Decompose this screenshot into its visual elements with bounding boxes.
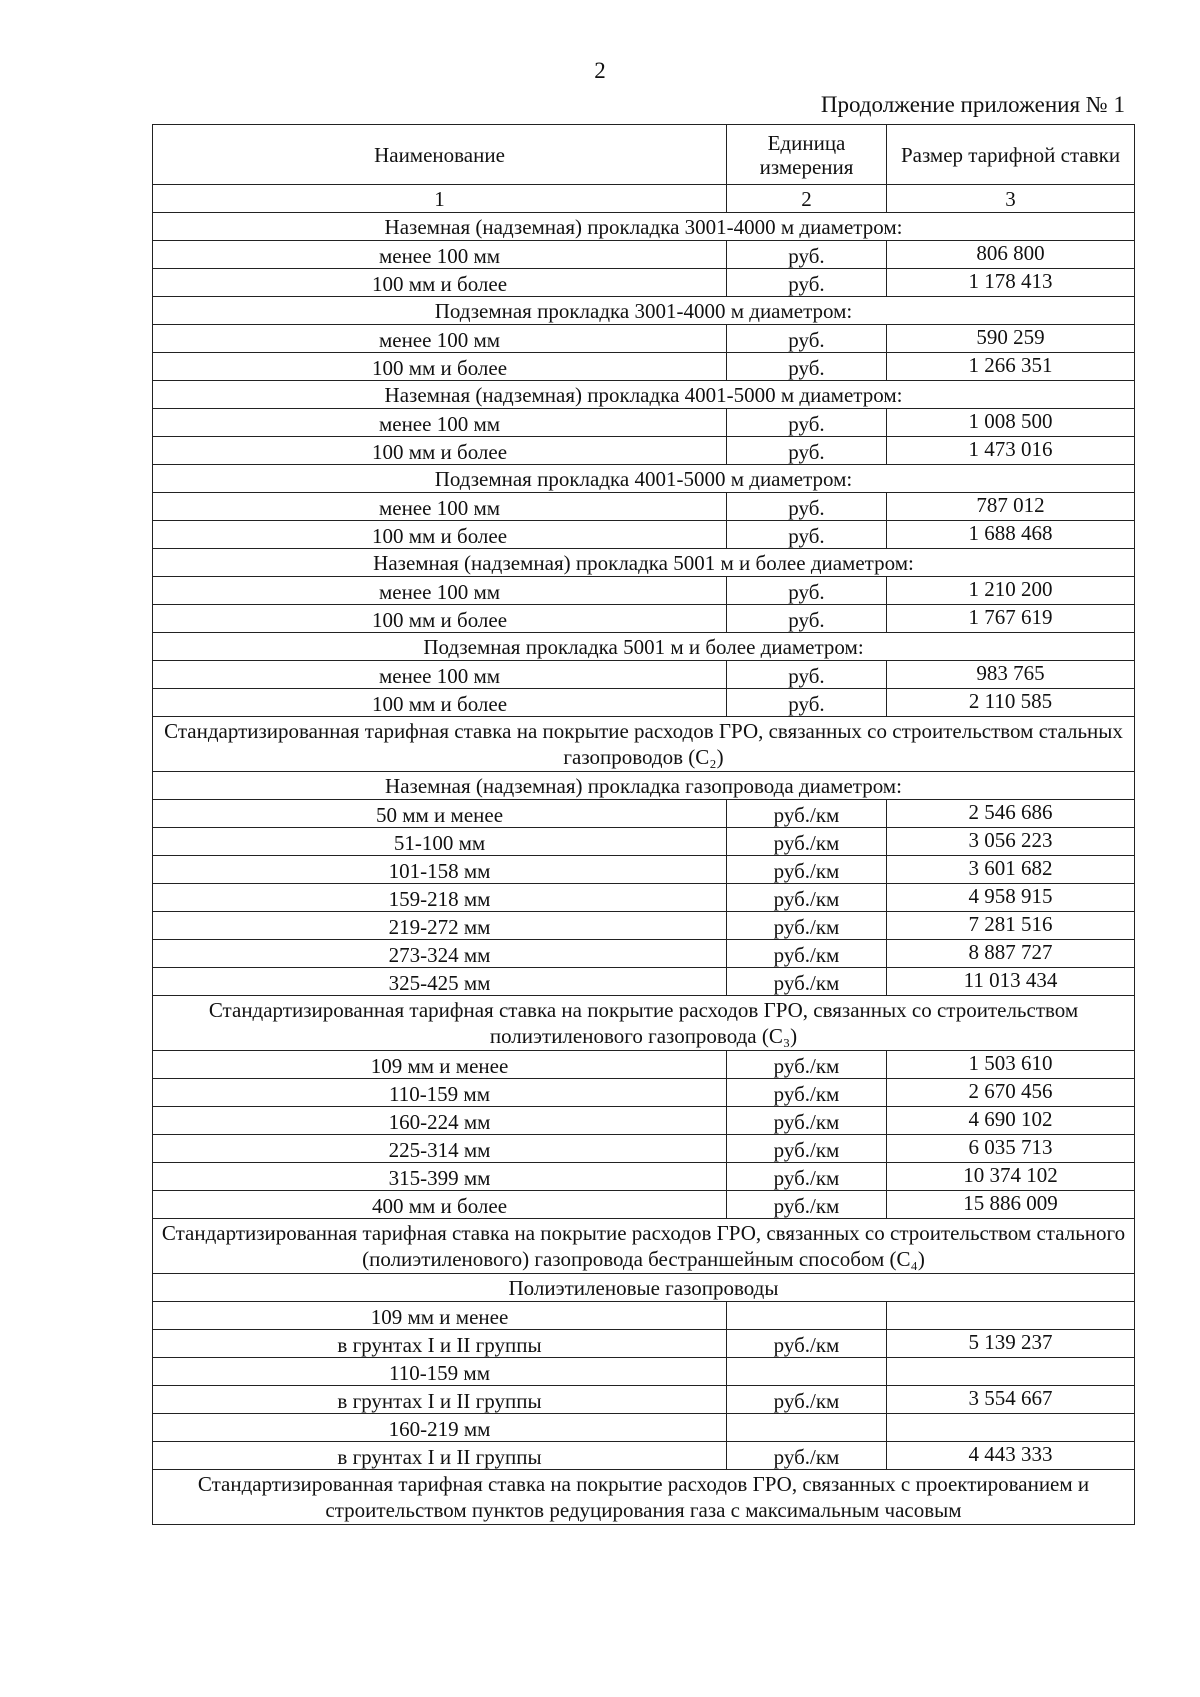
section-title: Стандартизированная тарифная ставка на покрытие расходов ГРО, связанных со строительством стальных газопроводов (С₂) bbox=[153, 717, 1135, 772]
header-name: Наименование bbox=[153, 125, 727, 185]
row-value: 8 887 727 bbox=[887, 940, 1135, 968]
table-row bbox=[153, 1442, 1135, 1470]
row-name: 110-159 мм bbox=[153, 1079, 727, 1107]
section-heading-row bbox=[153, 381, 1135, 409]
row-value: 1 210 200 bbox=[887, 577, 1135, 605]
header-rate: Размер тарифной ставки bbox=[887, 125, 1135, 185]
section-title: Стандартизированная тарифная ставка на покрытие расходов ГРО, связанных со строительством стального (полиэтиленового) газопровода бестраншейным способом (С₄) bbox=[153, 1219, 1135, 1274]
appendix-continuation-label: Продолжение приложения № 1 bbox=[820, 92, 1125, 117]
row-unit bbox=[727, 1302, 887, 1330]
row-name: менее 100 мм bbox=[153, 493, 727, 521]
section-heading-row bbox=[153, 717, 1135, 772]
row-value: 4 690 102 bbox=[887, 1107, 1135, 1135]
row-unit: руб./км bbox=[727, 856, 887, 884]
row-value: 2 670 456 bbox=[887, 1079, 1135, 1107]
section-heading-row bbox=[153, 1274, 1135, 1302]
row-unit: руб. bbox=[727, 325, 887, 353]
row-name: менее 100 мм bbox=[153, 409, 727, 437]
row-value: 7 281 516 bbox=[887, 912, 1135, 940]
table-row bbox=[153, 1107, 1135, 1135]
row-value: 1 473 016 bbox=[887, 437, 1135, 465]
column-number-row bbox=[153, 185, 1135, 213]
table-row bbox=[153, 1135, 1135, 1163]
row-name: 51-100 мм bbox=[153, 828, 727, 856]
table-row bbox=[153, 269, 1135, 297]
row-unit: руб. bbox=[727, 521, 887, 549]
row-value bbox=[887, 1302, 1135, 1330]
table-row bbox=[153, 241, 1135, 269]
section-title: Наземная (надземная) прокладка газопровода диаметром: bbox=[153, 772, 1135, 800]
row-name: 100 мм и более bbox=[153, 437, 727, 465]
section-heading-row bbox=[153, 465, 1135, 493]
column-number: 3 bbox=[887, 185, 1135, 213]
column-number: 2 bbox=[727, 185, 887, 213]
row-name: менее 100 мм bbox=[153, 241, 727, 269]
row-value: 2 546 686 bbox=[887, 800, 1135, 828]
row-unit: руб. bbox=[727, 353, 887, 381]
row-value: 3 554 667 bbox=[887, 1386, 1135, 1414]
row-name: 225-314 мм bbox=[153, 1135, 727, 1163]
table-row bbox=[153, 912, 1135, 940]
table-row bbox=[153, 1386, 1135, 1414]
row-unit: руб. bbox=[727, 577, 887, 605]
row-name: 109 мм и менее bbox=[153, 1051, 727, 1079]
section-heading-row bbox=[153, 213, 1135, 241]
row-value: 3 056 223 bbox=[887, 828, 1135, 856]
table-row bbox=[153, 521, 1135, 549]
section-title: Наземная (надземная) прокладка 5001 м и более диаметром: bbox=[153, 549, 1135, 577]
row-unit: руб./км bbox=[727, 1330, 887, 1358]
row-value: 2 110 585 bbox=[887, 689, 1135, 717]
table-row bbox=[153, 1163, 1135, 1191]
row-unit: руб. bbox=[727, 409, 887, 437]
row-value: 787 012 bbox=[887, 493, 1135, 521]
row-name: 100 мм и более bbox=[153, 605, 727, 633]
row-name: 160-224 мм bbox=[153, 1107, 727, 1135]
row-value: 1 767 619 bbox=[887, 605, 1135, 633]
table-row bbox=[153, 577, 1135, 605]
row-name: менее 100 мм bbox=[153, 661, 727, 689]
row-value bbox=[887, 1414, 1135, 1442]
row-name: 219-272 мм bbox=[153, 912, 727, 940]
row-unit: руб./км bbox=[727, 1163, 887, 1191]
row-unit: руб./км bbox=[727, 1107, 887, 1135]
row-unit: руб. bbox=[727, 269, 887, 297]
row-value: 1 688 468 bbox=[887, 521, 1135, 549]
row-name: менее 100 мм bbox=[153, 325, 727, 353]
row-value: 1 266 351 bbox=[887, 353, 1135, 381]
row-name: 325-425 мм bbox=[153, 968, 727, 996]
section-title: Наземная (надземная) прокладка 4001-5000 м диаметром: bbox=[153, 381, 1135, 409]
row-value: 6 035 713 bbox=[887, 1135, 1135, 1163]
row-unit: руб. bbox=[727, 689, 887, 717]
row-name: в грунтах I и II группы bbox=[153, 1330, 727, 1358]
row-name: 50 мм и менее bbox=[153, 800, 727, 828]
table-row bbox=[153, 493, 1135, 521]
row-value: 4 443 333 bbox=[887, 1442, 1135, 1470]
row-unit bbox=[727, 1358, 887, 1386]
table-row bbox=[153, 940, 1135, 968]
row-value: 1 178 413 bbox=[887, 269, 1135, 297]
row-value: 1 503 610 bbox=[887, 1051, 1135, 1079]
table-row bbox=[153, 1358, 1135, 1386]
table-row bbox=[153, 968, 1135, 996]
row-unit: руб. bbox=[727, 437, 887, 465]
row-value: 11 013 434 bbox=[887, 968, 1135, 996]
section-title: Полиэтиленовые газопроводы bbox=[153, 1274, 1135, 1302]
row-value: 3 601 682 bbox=[887, 856, 1135, 884]
tariff-table bbox=[152, 124, 1135, 1525]
row-unit: руб./км bbox=[727, 968, 887, 996]
row-name: 159-218 мм bbox=[153, 884, 727, 912]
table-row bbox=[153, 1302, 1135, 1330]
row-value: 983 765 bbox=[887, 661, 1135, 689]
section-title: Подземная прокладка 4001-5000 м диаметром: bbox=[153, 465, 1135, 493]
table-row bbox=[153, 828, 1135, 856]
row-name: 160-219 мм bbox=[153, 1414, 727, 1442]
section-title: Наземная (надземная) прокладка 3001-4000 м диаметром: bbox=[153, 213, 1135, 241]
row-value: 1 008 500 bbox=[887, 409, 1135, 437]
section-title: Стандартизированная тарифная ставка на покрытие расходов ГРО, связанных с проектированием и строительством пунктов редуцирования газа с максимальным часовым bbox=[153, 1470, 1135, 1525]
row-value bbox=[887, 1358, 1135, 1386]
column-number: 1 bbox=[153, 185, 727, 213]
section-heading-row bbox=[153, 772, 1135, 800]
row-unit bbox=[727, 1414, 887, 1442]
table-row bbox=[153, 353, 1135, 381]
row-name: 110-159 мм bbox=[153, 1358, 727, 1386]
table-row bbox=[153, 856, 1135, 884]
table-row bbox=[153, 661, 1135, 689]
row-value: 15 886 009 bbox=[887, 1191, 1135, 1219]
section-title: Стандартизированная тарифная ставка на покрытие расходов ГРО, связанных со строительством полиэтиленового газопровода (С₃) bbox=[153, 996, 1135, 1051]
row-unit: руб./км bbox=[727, 1442, 887, 1470]
row-name: 100 мм и более bbox=[153, 353, 727, 381]
row-name: 100 мм и более bbox=[153, 269, 727, 297]
table-row bbox=[153, 1051, 1135, 1079]
section-heading-row bbox=[153, 549, 1135, 577]
table-row bbox=[153, 325, 1135, 353]
row-unit: руб./км bbox=[727, 1386, 887, 1414]
row-name: 109 мм и менее bbox=[153, 1302, 727, 1330]
table-row bbox=[153, 437, 1135, 465]
row-value: 806 800 bbox=[887, 241, 1135, 269]
section-title: Подземная прокладка 3001-4000 м диаметром: bbox=[153, 297, 1135, 325]
row-unit: руб. bbox=[727, 605, 887, 633]
section-heading-row bbox=[153, 297, 1135, 325]
table-header-row bbox=[153, 125, 1135, 185]
table-row bbox=[153, 1330, 1135, 1358]
section-heading-row bbox=[153, 996, 1135, 1051]
section-heading-row bbox=[153, 1470, 1135, 1525]
page-number: 2 bbox=[594, 58, 606, 83]
row-name: в грунтах I и II группы bbox=[153, 1386, 727, 1414]
row-unit: руб./км bbox=[727, 884, 887, 912]
row-name: 315-399 мм bbox=[153, 1163, 727, 1191]
header-unit: Единица измерения bbox=[727, 125, 887, 185]
row-name: в грунтах I и II группы bbox=[153, 1442, 727, 1470]
row-name: 101-158 мм bbox=[153, 856, 727, 884]
row-unit: руб./км bbox=[727, 1079, 887, 1107]
table-row bbox=[153, 884, 1135, 912]
row-unit: руб. bbox=[727, 661, 887, 689]
row-unit: руб./км bbox=[727, 940, 887, 968]
row-unit: руб./км bbox=[727, 1135, 887, 1163]
row-unit: руб. bbox=[727, 493, 887, 521]
row-unit: руб./км bbox=[727, 912, 887, 940]
section-heading-row bbox=[153, 633, 1135, 661]
row-unit: руб. bbox=[727, 241, 887, 269]
table-row bbox=[153, 409, 1135, 437]
table-row bbox=[153, 689, 1135, 717]
table-row bbox=[153, 605, 1135, 633]
row-name: 100 мм и более bbox=[153, 521, 727, 549]
row-name: 400 мм и более bbox=[153, 1191, 727, 1219]
row-unit: руб./км bbox=[727, 1051, 887, 1079]
row-unit: руб./км bbox=[727, 828, 887, 856]
row-name: 100 мм и более bbox=[153, 689, 727, 717]
row-unit: руб./км bbox=[727, 1191, 887, 1219]
row-name: 273-324 мм bbox=[153, 940, 727, 968]
row-value: 5 139 237 bbox=[887, 1330, 1135, 1358]
row-value: 4 958 915 bbox=[887, 884, 1135, 912]
row-value: 10 374 102 bbox=[887, 1163, 1135, 1191]
row-value: 590 259 bbox=[887, 325, 1135, 353]
section-title: Подземная прокладка 5001 м и более диаметром: bbox=[153, 633, 1135, 661]
section-heading-row bbox=[153, 1219, 1135, 1274]
row-unit: руб./км bbox=[727, 800, 887, 828]
table-row bbox=[153, 1414, 1135, 1442]
table-row bbox=[153, 1079, 1135, 1107]
table-row bbox=[153, 800, 1135, 828]
table-row bbox=[153, 1191, 1135, 1219]
row-name: менее 100 мм bbox=[153, 577, 727, 605]
